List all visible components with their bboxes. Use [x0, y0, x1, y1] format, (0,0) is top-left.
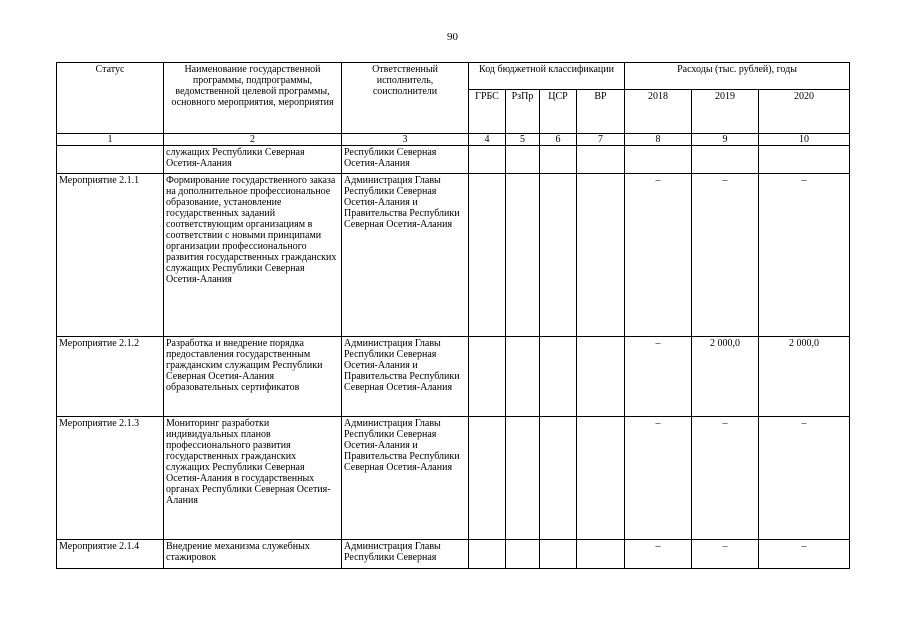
- row-name: [164, 146, 342, 174]
- row-csr: [540, 337, 577, 417]
- row-executor: [342, 146, 469, 174]
- row-value-2020: –: [759, 417, 850, 540]
- row-status: Мероприятие 2.1.2: [57, 337, 164, 417]
- budget-table: [56, 62, 850, 569]
- row-grbs: [469, 540, 506, 569]
- column-number: 6: [540, 134, 577, 146]
- row-name-text: Внедрение механизма служебных стажировок: [166, 541, 310, 563]
- column-number: 2: [164, 134, 342, 146]
- header-name: Наименование государственной программы, подпрограммы, ведомственной целевой программы, основного мероприятия, мероприятия: [164, 63, 342, 134]
- row-rzpr: [506, 146, 540, 174]
- row-rzpr: [506, 174, 540, 337]
- table-row: [57, 174, 850, 337]
- header-year-2019: 2019: [692, 90, 759, 134]
- row-rzpr: [506, 417, 540, 540]
- row-grbs: [469, 174, 506, 337]
- header-executor: Ответственный исполнитель, соисполнители: [342, 63, 469, 134]
- header-rzpr: РзПр: [506, 90, 540, 134]
- row-csr: [540, 540, 577, 569]
- header-year-2018: 2018: [625, 90, 692, 134]
- page-number: 90: [447, 31, 458, 43]
- row-executor: Администрация Главы Республики Северная Осетия-Алания и Правительства Республики Северная Осетия-Алания: [342, 337, 469, 417]
- row-value-2018: –: [625, 417, 692, 540]
- column-number-row: [57, 134, 850, 146]
- row-vr: [577, 337, 625, 417]
- header-grbs: ГРБС: [469, 90, 506, 134]
- column-number: 10: [759, 134, 850, 146]
- row-executor: Администрация Главы Республики Северная Осетия-Алания и Правительства Республики Северная Осетия-Алания: [342, 417, 469, 540]
- row-name: [164, 540, 342, 569]
- header-row-top: [57, 63, 850, 90]
- table-row: [57, 417, 850, 540]
- row-value-2019: –: [692, 417, 759, 540]
- row-value-2019: –: [692, 540, 759, 569]
- row-grbs: [469, 417, 506, 540]
- row-vr: [577, 540, 625, 569]
- column-number: 1: [57, 134, 164, 146]
- column-number: 3: [342, 134, 469, 146]
- row-status: [57, 146, 164, 174]
- row-name: Мониторинг разработки индивидуальных планов профессионального развития государственных гражданских служащих Республики Северная Осетия-Алания в государственных органах Республики Северная Осетия-Алания: [164, 417, 342, 540]
- row-csr: [540, 417, 577, 540]
- row-value-2019: 2 000,0: [692, 337, 759, 417]
- row-grbs: [469, 337, 506, 417]
- column-number: 8: [625, 134, 692, 146]
- row-value-2019: [692, 146, 759, 174]
- column-number: 5: [506, 134, 540, 146]
- row-rzpr: [506, 337, 540, 417]
- row-value-2020: –: [759, 540, 850, 569]
- row-name: Разработка и внедрение порядка предоставления государственным гражданским служащим Республики Северная Осетия-Алания образовательных сертификатов: [164, 337, 342, 417]
- header-vr: ВР: [577, 90, 625, 134]
- header-budget-code: Код бюджетной классификации: [469, 63, 625, 90]
- row-value-2018: –: [625, 540, 692, 569]
- row-vr: [577, 417, 625, 540]
- column-number: 4: [469, 134, 506, 146]
- row-executor: [342, 540, 469, 569]
- row-rzpr: [506, 540, 540, 569]
- row-value-2018: –: [625, 174, 692, 337]
- row-vr: [577, 174, 625, 337]
- column-number: 7: [577, 134, 625, 146]
- table-row: [57, 540, 850, 569]
- column-number: 9: [692, 134, 759, 146]
- header-status: Статус: [57, 63, 164, 134]
- row-status: Мероприятие 2.1.4: [57, 540, 164, 569]
- row-executor-text: Администрация Главы Республики Северная: [344, 541, 441, 563]
- row-name: Формирование государственного заказа на дополнительное профессиональное образование, установление государственных заданий соответствующим организациям в соответствии с новыми принципами организации профессионального развития государственных гражданских служащих Республики Северная Осетия-Алания: [164, 174, 342, 337]
- row-value-2020: –: [759, 174, 850, 337]
- row-executor-text: Республики Северная Осетия-Алания: [344, 147, 437, 169]
- row-executor: Администрация Главы Республики Северная Осетия-Алания и Правительства Республики Северная Осетия-Алания: [342, 174, 469, 337]
- header-csr: ЦСР: [540, 90, 577, 134]
- table-row: [57, 337, 850, 417]
- header-year-2020: 2020: [759, 90, 850, 134]
- row-value-2020: 2 000,0: [759, 337, 850, 417]
- row-name-text: служащих Республики Северная Осетия-Алания: [166, 147, 305, 169]
- row-value-2020: [759, 146, 850, 174]
- row-status: Мероприятие 2.1.3: [57, 417, 164, 540]
- row-value-2019: –: [692, 174, 759, 337]
- row-csr: [540, 146, 577, 174]
- header-expenses: Расходы (тыс. рублей), годы: [625, 63, 850, 90]
- table-row: [57, 146, 850, 174]
- row-status: Мероприятие 2.1.1: [57, 174, 164, 337]
- row-value-2018: –: [625, 337, 692, 417]
- row-grbs: [469, 146, 506, 174]
- row-value-2018: [625, 146, 692, 174]
- row-vr: [577, 146, 625, 174]
- row-csr: [540, 174, 577, 337]
